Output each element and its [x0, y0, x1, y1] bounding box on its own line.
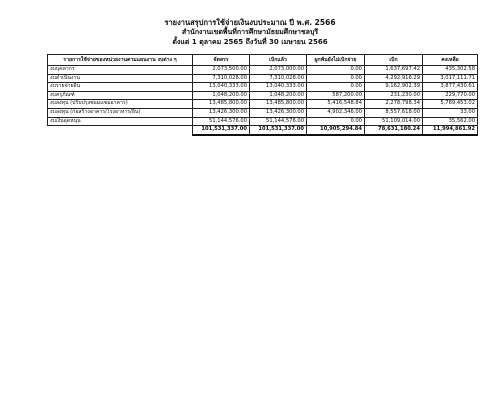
- cell-disbursed: 1,048,200.00: [250, 91, 307, 100]
- cell-remaining: 5,789,453.02: [423, 100, 478, 109]
- table-row: [48, 83, 478, 92]
- cell-withdrawn: 1,637,697.42: [365, 66, 423, 75]
- total-label: [48, 126, 193, 135]
- total-disbursed: 101,531,337.00: [250, 126, 307, 135]
- cell-withdrawn: 8,557,618.00: [365, 108, 423, 117]
- row-label: งบลงทุน (ปรับปรุงซ่อมแซมอาคาร): [48, 100, 193, 109]
- cell-allocated: 13,040,333.00: [193, 83, 250, 92]
- cell-committed: 5,416,548.84: [307, 100, 365, 109]
- cell-withdrawn: 2,278,798.34: [365, 100, 423, 109]
- cell-disbursed: 13,040,333.00: [250, 83, 307, 92]
- report-period: ตั้งแต่ 1 ตุลาคม 2565 ถึงวันที่ 30 เมษายน 2566: [172, 38, 328, 46]
- cell-allocated: 7,310,028.00: [193, 74, 250, 83]
- table-row: [48, 74, 478, 83]
- header-withdrawn: เบิก: [365, 55, 423, 66]
- total-allocated: 101,531,337.00: [193, 126, 250, 135]
- header-disbursed: เบิกแล้ว: [250, 55, 307, 66]
- cell-remaining: 435,302.58: [423, 66, 478, 75]
- total-row: [48, 126, 478, 135]
- cell-committed: 0.00: [307, 74, 365, 83]
- total-remaining: 11,994,861.92: [423, 126, 478, 135]
- report-title: รายงานสรุปการใช้จ่ายเงินงบประมาณ ปี พ.ศ. 2566: [164, 18, 336, 27]
- cell-disbursed: 13,426,300.00: [250, 108, 307, 117]
- table-row: [48, 117, 478, 126]
- cell-allocated: 1,048,200.00: [193, 91, 250, 100]
- cell-withdrawn: 4,292,916.29: [365, 74, 423, 83]
- header-allocated: จัดสรร: [193, 55, 250, 66]
- cell-remaining: 35,562.00: [423, 117, 478, 126]
- table-header-row: [48, 55, 478, 66]
- cell-allocated: 13,485,800.00: [193, 100, 250, 109]
- total-committed: 10,905,294.84: [307, 126, 365, 135]
- budget-table: [47, 54, 478, 136]
- cell-withdrawn: 51,109,014.00: [365, 117, 423, 126]
- cell-disbursed: 51,144,576.00: [250, 117, 307, 126]
- cell-remaining: 229,770.00: [423, 91, 478, 100]
- row-label: งบรายจ่ายอื่น: [48, 83, 193, 92]
- cell-remaining: 3,877,430.61: [423, 83, 478, 92]
- cell-allocated: 13,426,300.00: [193, 108, 250, 117]
- header-remaining: คงเหลือ: [423, 55, 478, 66]
- total-withdrawn: 78,631,180.24: [365, 126, 423, 135]
- cell-disbursed: 7,310,028.00: [250, 74, 307, 83]
- row-label: งบลงทุน (ก่อสร้างอาคาร/โรงอาหาร/อื่น): [48, 108, 193, 117]
- cell-committed: 587,200.00: [307, 91, 365, 100]
- cell-committed: 0.00: [307, 66, 365, 75]
- header-item: รายการใช้จ่ายของหน่วยงานตามแผนงาน งบต่าง ๆ: [48, 55, 193, 66]
- table-row: [48, 66, 478, 75]
- cell-allocated: 51,144,576.00: [193, 117, 250, 126]
- table-row: [48, 108, 478, 117]
- cell-committed: 4,902,346.00: [307, 108, 365, 117]
- report-subtitle: สำนักงานเขตพื้นที่การศึกษามัธยมศึกษาชลบุรี: [181, 28, 319, 36]
- table-row: [48, 100, 478, 109]
- cell-remaining: 33.00: [423, 108, 478, 117]
- header-committed: ผูกพันยังไม่เบิกจ่าย: [307, 55, 365, 66]
- cell-allocated: 2,073,500.00: [193, 66, 250, 75]
- cell-committed: 0.00: [307, 117, 365, 126]
- cell-withdrawn: 9,162,902.39: [365, 83, 423, 92]
- row-label: งบเงินอุดหนุน: [48, 117, 193, 126]
- row-label: งบครุภัณฑ์: [48, 91, 193, 100]
- cell-committed: 0.00: [307, 83, 365, 92]
- cell-disbursed: 13,485,800.00: [250, 100, 307, 109]
- cell-remaining: 3,017,111.71: [423, 74, 478, 83]
- cell-withdrawn: 231,230.00: [365, 91, 423, 100]
- table-row: [48, 91, 478, 100]
- row-label: งบดำเนินงาน: [48, 74, 193, 83]
- cell-disbursed: 2,073,000.00: [250, 66, 307, 75]
- row-label: งบบุคลากร: [48, 66, 193, 75]
